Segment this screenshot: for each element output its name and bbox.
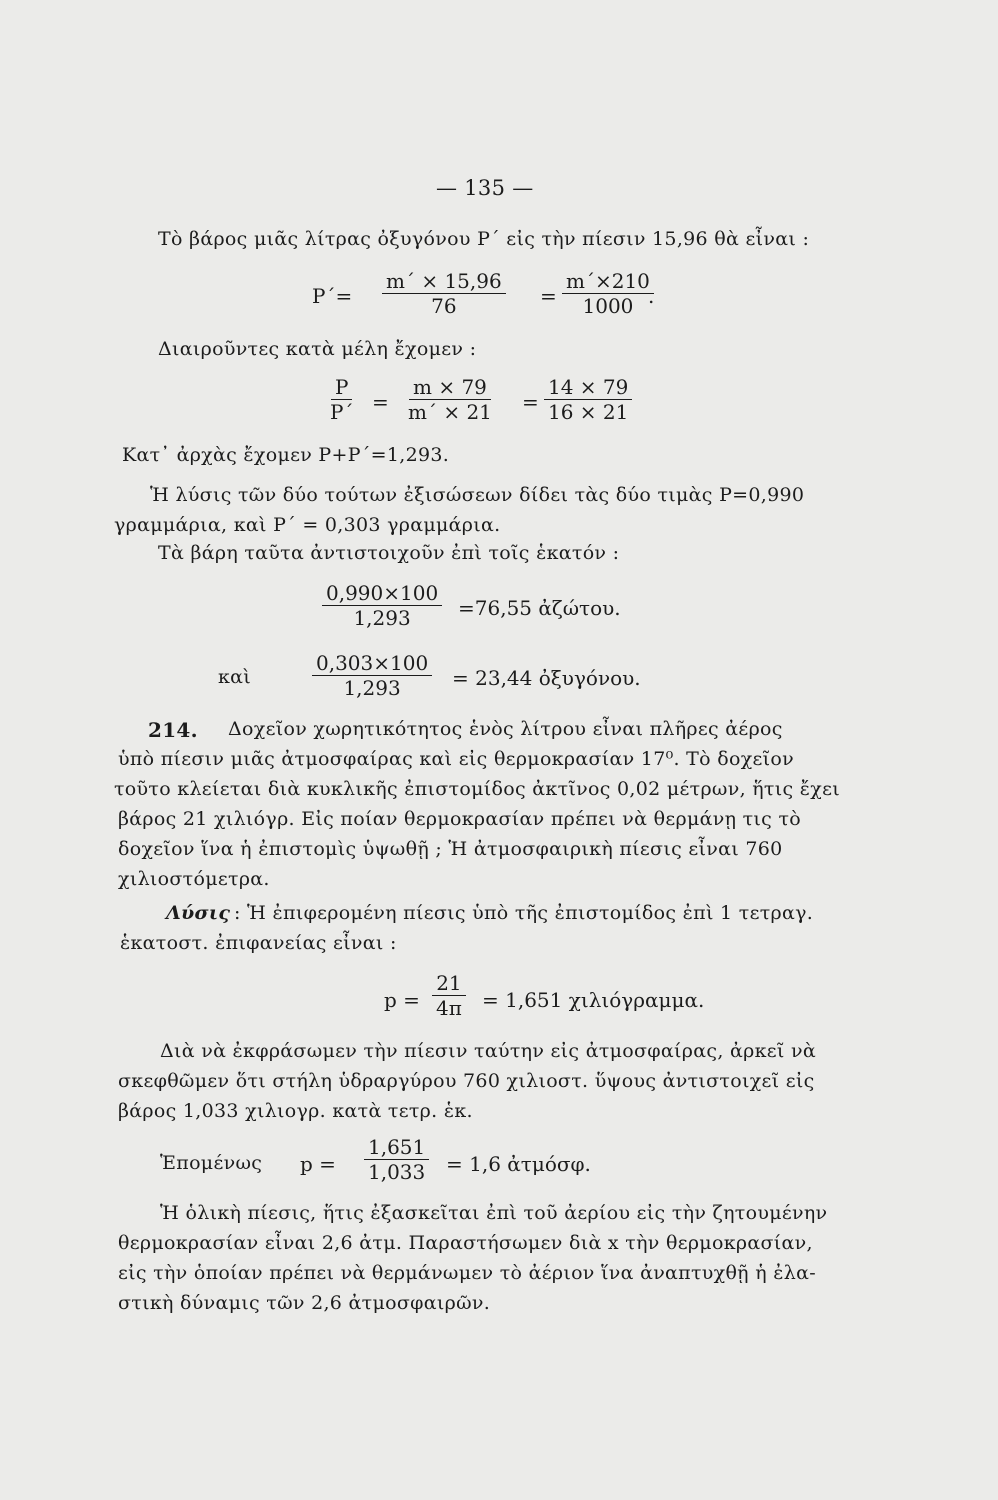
- solution-text-1: : Ἡ ἐπιφερομένη πίεσις ὑπὸ τῆς ἐπιστομίδος ἐπὶ 1 τετραγ.: [234, 902, 814, 924]
- problem-line-2: ὑπὸ πίεσιν μιᾶς ἀτμοσφαίρας καὶ εἰς θερμοκρασίαν 17⁰. Τὸ δοχεῖον: [118, 748, 794, 770]
- eq1-f1-denominator: 76: [431, 294, 457, 318]
- eq5-lhs: p =: [384, 988, 420, 1012]
- eq1-end: .: [648, 284, 655, 308]
- eq2-equals-2: =: [522, 390, 539, 414]
- problem-line-1: Δοχεῖον χωρητικότητος ἑνὸς λίτρου εἶναι πλῆρες ἀέρος: [228, 718, 783, 740]
- eq3-numerator: 0,990×100: [322, 582, 442, 606]
- eq1-fraction-2: [562, 270, 654, 317]
- eq6-prefix: Ἑπομένως: [160, 1152, 263, 1174]
- eq1-f2-numerator: m΄×210: [562, 270, 654, 294]
- express-line-3: βάρος 1,033 χιλιογρ. κατὰ τετρ. ἑκ.: [118, 1100, 473, 1122]
- final-line-1: Ἡ ὁλικὴ πίεσις, ἥτις ἐξασκεῖται ἐπὶ τοῦ ἀερίου εἰς τὴν ζητουμένην: [160, 1202, 828, 1224]
- eq2-fraction-1: [326, 376, 357, 423]
- eq3-fraction: [322, 582, 442, 629]
- solution-line-2: γραμμάρια, καὶ P΄ = 0,303 γραμμάρια.: [114, 514, 501, 536]
- page-number: — 135 —: [436, 176, 534, 200]
- problem-number: 214.: [148, 718, 198, 742]
- eq2-f3-denominator: 16 × 21: [548, 400, 629, 424]
- eq6-denominator: 1,033: [368, 1160, 426, 1184]
- eq2-f1-denominator: P΄: [330, 400, 354, 424]
- eq6-numerator: 1,651: [364, 1136, 429, 1160]
- problem-line-5: δοχεῖον ἵνα ἡ ἐπιστομὶς ὑψωθῇ ; Ἡ ἀτμοσφαιρικὴ πίεσις εἶναι 760: [118, 838, 783, 860]
- eq2-fraction-3: [544, 376, 632, 423]
- intro-line: Τὸ βάρος μιᾶς λίτρας ὀξυγόνου P΄ εἰς τὴν πίεσιν 15,96 θὰ εἶναι :: [158, 228, 810, 250]
- eq4-numerator: 0,303×100: [312, 652, 432, 676]
- eq2-f3-numerator: 14 × 79: [544, 376, 632, 400]
- eq3-rhs: =76,55 ἀζώτου.: [458, 596, 621, 620]
- eq1-equals: =: [540, 284, 557, 308]
- eq2-fraction-2: [404, 376, 496, 423]
- eq1-lhs: P΄=: [312, 284, 353, 308]
- eq2-equals-1: =: [372, 390, 389, 414]
- eq2-f1-numerator: P: [331, 376, 352, 400]
- eq5-denominator: 4π: [436, 996, 462, 1020]
- eq6-rhs: = 1,6 ἀτμόσφ.: [446, 1152, 591, 1176]
- eq1-f1-numerator: m΄ × 15,96: [382, 270, 506, 294]
- problem-line-6: χιλιοστόμετρα.: [118, 868, 270, 890]
- eq1-f2-denominator: 1000: [582, 294, 634, 318]
- solution-label: Λύσις: [166, 902, 231, 924]
- eq4-fraction: [312, 652, 432, 699]
- express-line-2: σκεφθῶμεν ὅτι στήλη ὑδραργύρου 760 χιλιοστ. ὕψους ἀντιστοιχεῖ εἰς: [118, 1070, 815, 1092]
- weights-line: Τὰ βάρη ταῦτα ἀντιστοιχοῦν ἐπὶ τοῖς ἑκατόν :: [158, 542, 620, 564]
- eq2-f2-denominator: m΄ × 21: [408, 400, 492, 424]
- problem-line-3: τοῦτο κλείεται διὰ κυκλικῆς ἐπιστομίδος ἀκτῖνος 0,02 μέτρων, ἥτις ἔχει: [114, 778, 840, 800]
- eq2-f2-numerator: m × 79: [409, 376, 491, 400]
- eq4-rhs: = 23,44 ὀξυγόνου.: [452, 666, 641, 690]
- problem-line-4: βάρος 21 χιλιόγρ. Εἰς ποίαν θερμοκρασίαν πρέπει νὰ θερμάνῃ τις τὸ: [118, 808, 802, 830]
- solution-line-1: Ἡ λύσις τῶν δύο τούτων ἐξισώσεων δίδει τὰς δύο τιμὰς P=0,990: [150, 484, 805, 506]
- eq4-prefix: καὶ: [218, 666, 252, 688]
- eq3-denominator: 1,293: [353, 606, 411, 630]
- eq6-lhs: p =: [300, 1152, 336, 1176]
- dividing-line: Διαιροῦντες κατὰ μέλη ἔχομεν :: [158, 338, 477, 360]
- final-line-3: εἰς τὴν ὁποίαν πρέπει νὰ θερμάνωμεν τὸ ἀέριον ἵνα ἀναπτυχθῇ ἡ ἐλα-: [118, 1262, 816, 1284]
- final-line-2: θερμοκρασίαν εἶναι 2,6 ἀτμ. Παραστήσωμεν διὰ x τὴν θερμοκρασίαν,: [118, 1232, 813, 1254]
- solution-text-2: ἑκατοστ. ἐπιφανείας εἶναι :: [120, 932, 397, 954]
- eq5-numerator: 21: [432, 972, 465, 996]
- eq1-fraction-1: [382, 270, 506, 317]
- express-line-1: Διὰ νὰ ἐκφράσωμεν τὴν πίεσιν ταύτην εἰς ἀτμοσφαίρας, ἀρκεῖ νὰ: [160, 1040, 816, 1062]
- eq5-fraction: [432, 972, 466, 1019]
- final-line-4: στικὴ δύναμις τῶν 2,6 ἀτμοσφαιρῶν.: [118, 1292, 491, 1314]
- eq4-denominator: 1,293: [343, 676, 401, 700]
- eq6-fraction: [364, 1136, 429, 1183]
- initial-condition-line: Κατ᾽ ἀρχὰς ἔχομεν P+P΄=1,293.: [122, 444, 450, 466]
- eq5-rhs: = 1,651 χιλιόγραμμα.: [482, 988, 705, 1012]
